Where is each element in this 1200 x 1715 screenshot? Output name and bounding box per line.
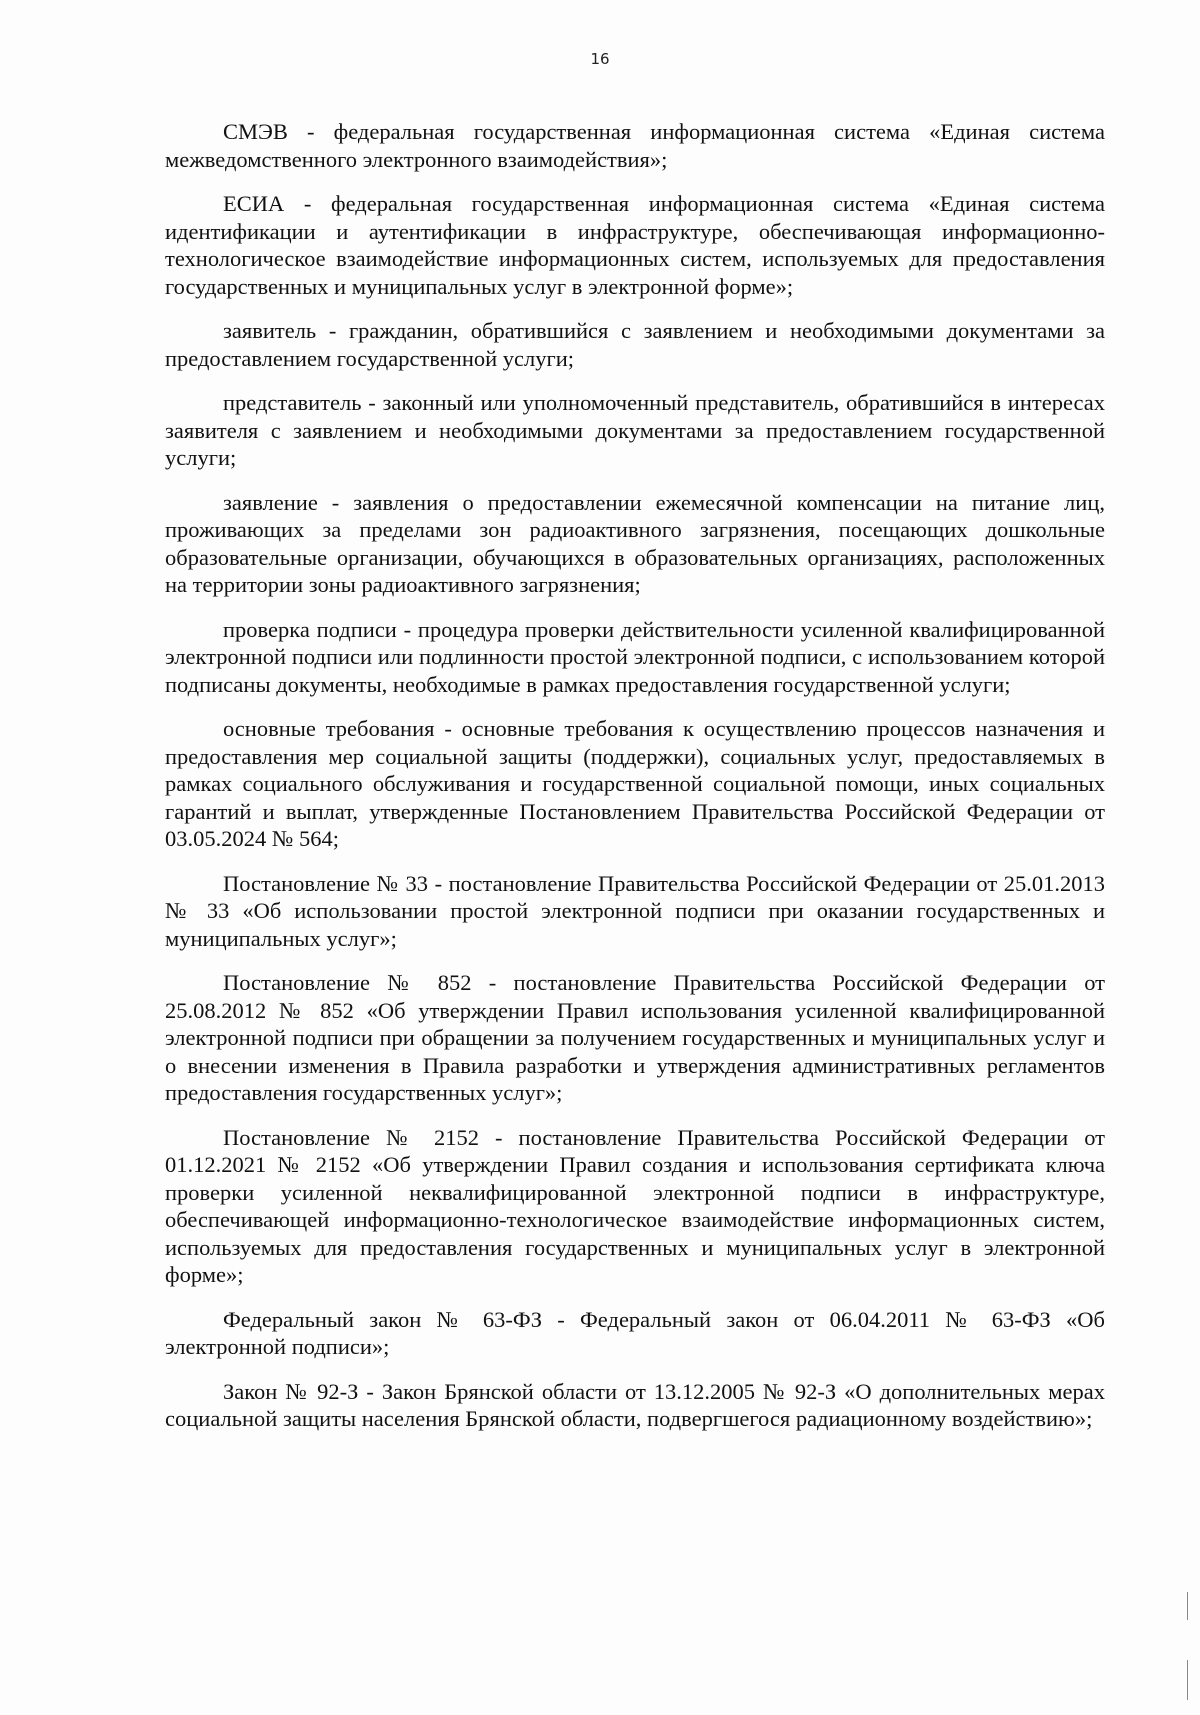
definition-esia: ЕСИА - федеральная государственная информационная система «Единая система идентификации и аутентификации в инфраструктуре, обеспечивающая информационно-технологическое взаимодействие информационных систем, используемых для предоставления государственных и муниципальных услуг в электронной форме»; [165,191,1105,299]
definition-law-92: Закон № 92-З - Закон Брянской области от 13.12.2005 № 92-З «О дополнительных мерах социальной защиты населения Брянской области, подвергшегося радиационному воздействию»; [165,1378,1105,1431]
definition-representative: представитель - законный или уполномоченный представитель, обратившийся в интересах заявителя с заявлением и необходимыми документами за предоставлением государственной услуги; [165,390,1105,470]
definition-basic-requirements: основные требования - основные требования к осуществлению процессов назначения и предоставления мер социальной защиты (поддержки), социальных услуг, предоставляемых в рамках социального обслуживания и государственной социальной помощи, иных социальных гарантий и выплат, утвержденные Постановлением Правительства Российской Федерации от 03.05.2024 № 564; [165,716,1105,851]
scan-edge-mark [1187,1660,1188,1700]
definition-federal-law-63: Федеральный закон № 63-ФЗ - Федеральный закон от 06.04.2011 № 63-ФЗ «Об электронной подписи»; [165,1306,1105,1359]
definition-application: заявление - заявления о предоставлении ежемесячной компенсации на питание лиц, проживающих за пределами зон радиоактивного загрязнения, посещающих дошкольные образовательные организации, обучающихся в образовательных организациях, расположенных на территории зоны радиоактивного загрязнения; [165,489,1105,597]
definition-signature-check: проверка подписи - процедура проверки действительности усиленной квалифицированной электронной подписи или подлинности простой электронной подписи, с использованием которой подписаны документы, необходимые в рамках предоставления государственной услуги; [165,616,1105,697]
definition-resolution-33: Постановление № 33 - постановление Правительства Российской Федерации от 25.01.2013 № 33 «Об использовании простой электронной подписи при оказании государственных и муниципальных услуг»; [165,870,1105,951]
page-number: 16 [590,50,610,68]
definition-resolution-852: Постановление № 852 - постановление Правительства Российской Федерации от 25.08.2012 № 852 «Об утверждении Правил использования усиленной квалифицированной электронной подписи при обращении за получением государственных и муниципальных услуг и о внесении изменения в Правила разработки и утверждения административных регламентов предоставления государственных услуг»; [165,970,1105,1105]
definition-smev: СМЭВ - федеральная государственная информационная система «Единая система межведомственного электронного взаимодействия»; [165,119,1105,172]
definition-applicant: заявитель - гражданин, обратившийся с заявлением и необходимыми документами за предоставлением государственной услуги; [165,318,1105,371]
definition-resolution-2152: Постановление № 2152 - постановление Правительства Российской Федерации от 01.12.2021 № 2152 «Об утверждении Правил создания и использования сертификата ключа проверки усиленной неквалифицированной электронной подписи в инфраструктуре, обеспечивающей информационно-технологическое взаимодействие информационных систем, используемых для предоставления государственных и муниципальных услуг в электронной форме»; [165,1124,1105,1287]
scan-edge-mark [1187,1592,1188,1620]
definitions-body [165,118,1105,1450]
